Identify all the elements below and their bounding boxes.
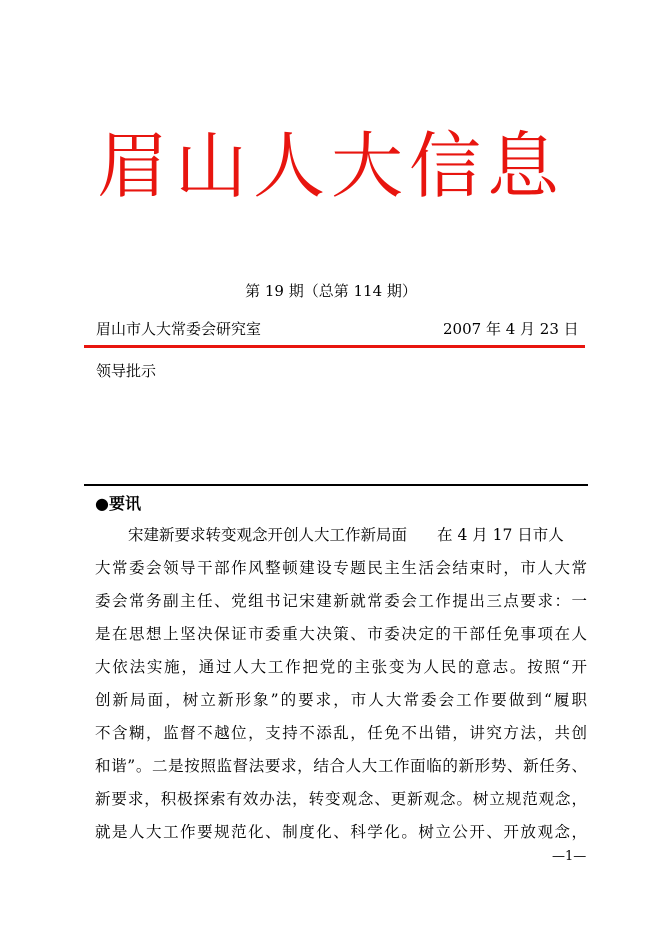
masthead-title: 眉山人大信息 bbox=[96, 124, 565, 208]
article-text-line: 在 4 月 17 日市人 bbox=[437, 526, 564, 544]
article-first-line bbox=[128, 524, 587, 546]
article-text-line: 就是人大工作要规范化、制度化、科学化。树立公开、开放观念， bbox=[95, 823, 587, 841]
article-text-line: 是在思想上坚决保证市委重大决策、市委决定的干部任免事项在人 bbox=[95, 625, 587, 643]
article-text-line: 不含糊，监督不越位，支持不添乱，任免不出错，讲究方法，共创 bbox=[95, 724, 587, 742]
issue-date: 2007 年 4 月 23 日 bbox=[443, 320, 579, 338]
article-text-line: 委会常务副主任、党组书记宋建新就常委会工作提出三点要求：一 bbox=[95, 592, 587, 610]
article-text-line: 创新局面，树立新形象”的要求，市人大常委会工作要做到“履职 bbox=[95, 691, 587, 709]
article-text-line: 大常委会领导干部作风整顿建设专题民主生活会结束时，市人大常 bbox=[95, 559, 587, 577]
article-text-line: 新要求，积极探索有效办法，转变观念、更新观念。树立规范观念， bbox=[95, 790, 587, 808]
issue-number: 第 19 期（总第 114 期） bbox=[245, 282, 417, 300]
issuing-organization: 眉山市人大常委会研究室 bbox=[96, 320, 262, 338]
black-divider bbox=[84, 484, 588, 486]
leader-instructions-label: 领导批示 bbox=[96, 362, 157, 380]
page-number: —1— bbox=[552, 849, 587, 864]
red-divider bbox=[84, 345, 585, 348]
section-heading: ●要讯 bbox=[95, 494, 141, 513]
article-text-line: 和谐”。二是按照监督法要求，结合人大工作面临的新形势、新任务、 bbox=[95, 757, 587, 775]
article-text-line: 大依法实施，通过人大工作把党的主张变为人民的意志。按照“开 bbox=[95, 658, 587, 676]
article-title: 宋建新要求转变观念开创人大工作新局面 bbox=[128, 526, 408, 544]
